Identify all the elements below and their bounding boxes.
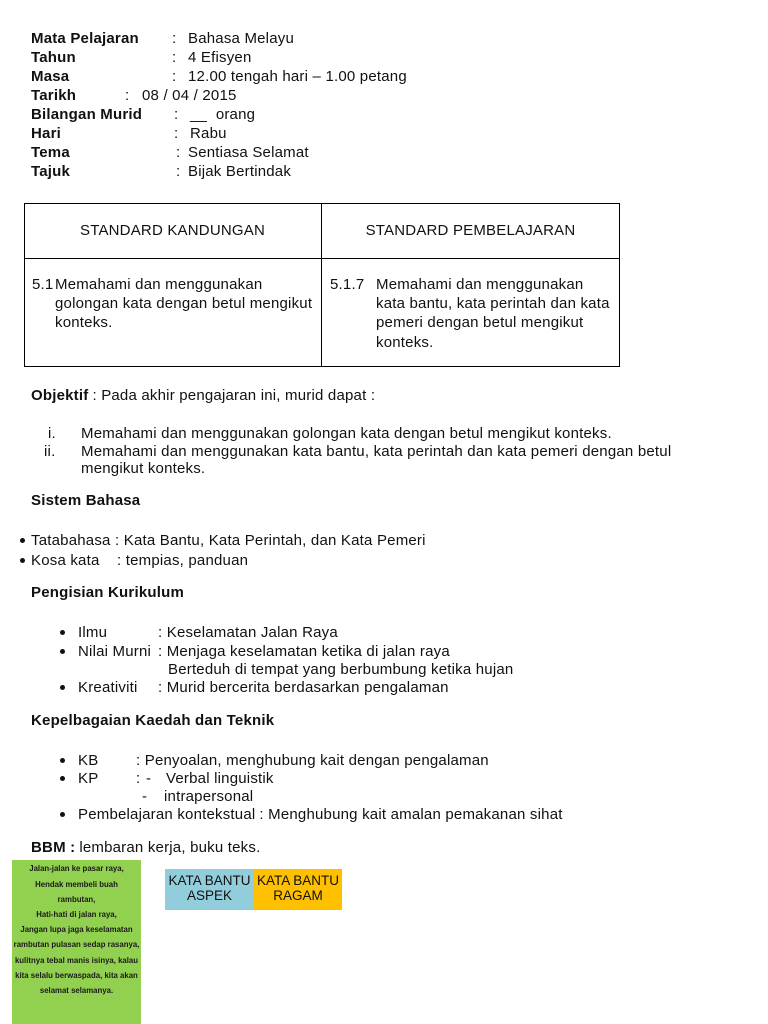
pantun-line: Hati-hati di jalan raya,	[36, 910, 117, 919]
field-separator: :	[174, 106, 179, 123]
field-value: Bijak Bertindak	[188, 163, 292, 180]
field-value: __ orang	[190, 106, 256, 123]
bullet-icon	[60, 758, 65, 763]
item-label: Kreativiti	[78, 678, 138, 696]
item-value-continuation: Berteduh di tempat yang berbumbung ketika hujan	[168, 660, 514, 678]
list-item: Memahami dan menggunakan kata bantu, kata perintah dan kata pemeri dengan betul	[81, 442, 672, 460]
cell-line: Memahami dan menggunakan	[376, 275, 584, 293]
cell-line: golongan kata dengan betul mengikut	[55, 294, 313, 312]
bullet-icon	[20, 558, 25, 563]
field-label: Tajuk	[31, 163, 71, 180]
list-marker: i.	[48, 424, 56, 442]
list-item	[78, 805, 563, 824]
field-value: 08 / 04 / 2015	[142, 87, 237, 104]
item-label: Nilai Murni	[78, 642, 152, 660]
pantun-line: rambutan,	[57, 894, 96, 904]
section-heading: Pengisian Kurikulum	[31, 583, 184, 601]
bullet-icon	[20, 538, 25, 543]
field-separator: :	[176, 163, 181, 180]
kata-bantu-aspek-box	[165, 869, 254, 910]
table-header-pembelajaran: STANDARD PEMBELAJARAN	[365, 222, 576, 239]
field-value: Sentiasa Selamat	[188, 144, 309, 161]
list-item-continuation: mengikut konteks.	[81, 459, 206, 477]
field-label: Masa	[31, 68, 70, 85]
sub-item: Verbal linguistik	[166, 769, 274, 787]
bbm-value: lembaran kerja, buku teks.	[79, 838, 261, 856]
item-value: : Keselamatan Jalan Raya	[158, 623, 338, 641]
word-box-line: KATA BANTU	[256, 872, 339, 888]
pantun-line: Jalan-jalan ke pasar raya,	[29, 864, 124, 874]
section-heading: Sistem Bahasa	[31, 491, 141, 509]
field-label: Mata Pelajaran	[31, 30, 139, 47]
pantun-line: rambutan pulasan sedap rasanya,	[13, 940, 140, 950]
field-label: Bilangan Murid	[31, 106, 143, 123]
pantun-line: kita selalu berwaspada, kita akan	[15, 970, 138, 980]
field-value: 4 Efisyen	[188, 49, 252, 66]
word-box-line: RAGAM	[273, 887, 323, 903]
bbm-label: BBM :	[31, 838, 76, 856]
item-value: : Menghubung kait amalan pemakanan sihat	[259, 805, 563, 823]
cell-line: pemeri dengan betul mengikut	[376, 313, 584, 331]
cell-line: konteks.	[55, 313, 113, 331]
sub-item: intrapersonal	[164, 787, 254, 805]
sub-item-marker: -	[146, 769, 152, 787]
standard-code: 5.1	[32, 275, 54, 293]
cell-line: konteks.	[376, 333, 434, 351]
bullet-icon	[60, 649, 65, 654]
bullet-icon	[60, 776, 65, 781]
field-value: 12.00 tengah hari – 1.00 petang	[188, 68, 407, 85]
word-box-line: ASPEK	[186, 887, 233, 903]
item-label: KB	[78, 751, 99, 769]
pantun-line: selamat selamanya.	[39, 986, 114, 996]
field-separator: :	[172, 49, 177, 66]
item-label: Tatabahasa	[31, 531, 111, 549]
field-label: Hari	[31, 125, 61, 142]
kata-bantu-ragam-box	[254, 869, 342, 910]
item-value: : Murid bercerita berdasarkan pengalaman	[158, 678, 449, 696]
word-box-line: KATA BANTU	[168, 872, 251, 888]
bbm-line	[31, 838, 260, 857]
pantun-line: Jangan lupa jaga keselamatan	[20, 925, 133, 935]
objektif-heading	[31, 386, 375, 405]
field-label: Tema	[31, 144, 70, 161]
sub-item-marker: -	[142, 787, 148, 805]
field-value: Bahasa Melayu	[188, 30, 294, 47]
item-label: Kosa kata	[31, 551, 100, 569]
bullet-icon	[60, 630, 65, 635]
objektif-intro: : Pada akhir pengajaran ini, murid dapat :	[92, 386, 376, 404]
field-label: Tarikh	[31, 87, 77, 104]
field-separator: :	[172, 30, 177, 47]
field-label: Tahun	[31, 49, 76, 66]
section-heading: Kepelbagaian Kaedah dan Teknik	[31, 711, 275, 729]
field-separator: :	[176, 144, 181, 161]
pantun-line: Hendak membeli buah	[35, 879, 118, 889]
field-separator: :	[174, 125, 179, 142]
item-value: : tempias, panduan	[117, 551, 249, 569]
bullet-icon	[60, 812, 65, 817]
table-header-kandungan: STANDARD KANDUNGAN	[79, 222, 265, 239]
pantun-line: kulitnya tebal manis isinya, kalau	[14, 955, 139, 965]
bullet-icon	[60, 685, 65, 690]
standard-code: 5.1.7	[330, 275, 365, 293]
cell-line: Memahami dan menggunakan	[55, 275, 263, 293]
item-value: : Kata Bantu, Kata Perintah, dan Kata Pemeri	[115, 531, 426, 549]
item-label: Ilmu	[78, 623, 108, 641]
item-separator: :	[136, 769, 141, 787]
item-label: KP	[78, 769, 99, 787]
table-row-divider	[24, 258, 620, 259]
objektif-label: Objektif	[31, 386, 89, 404]
list-item: Memahami dan menggunakan golongan kata dengan betul mengikut konteks.	[81, 424, 612, 442]
cell-line: kata bantu, kata perintah dan kata	[376, 294, 610, 312]
field-separator: :	[172, 68, 177, 85]
field-separator: :	[125, 87, 130, 104]
list-marker: ii.	[44, 442, 56, 460]
field-value: Rabu	[190, 125, 227, 142]
item-label: Pembelajaran kontekstual	[78, 805, 256, 823]
item-value: : Penyoalan, menghubung kait dengan pengalaman	[136, 751, 489, 769]
pantun-box	[12, 860, 141, 1024]
item-value: : Menjaga keselamatan ketika di jalan raya	[158, 642, 450, 660]
